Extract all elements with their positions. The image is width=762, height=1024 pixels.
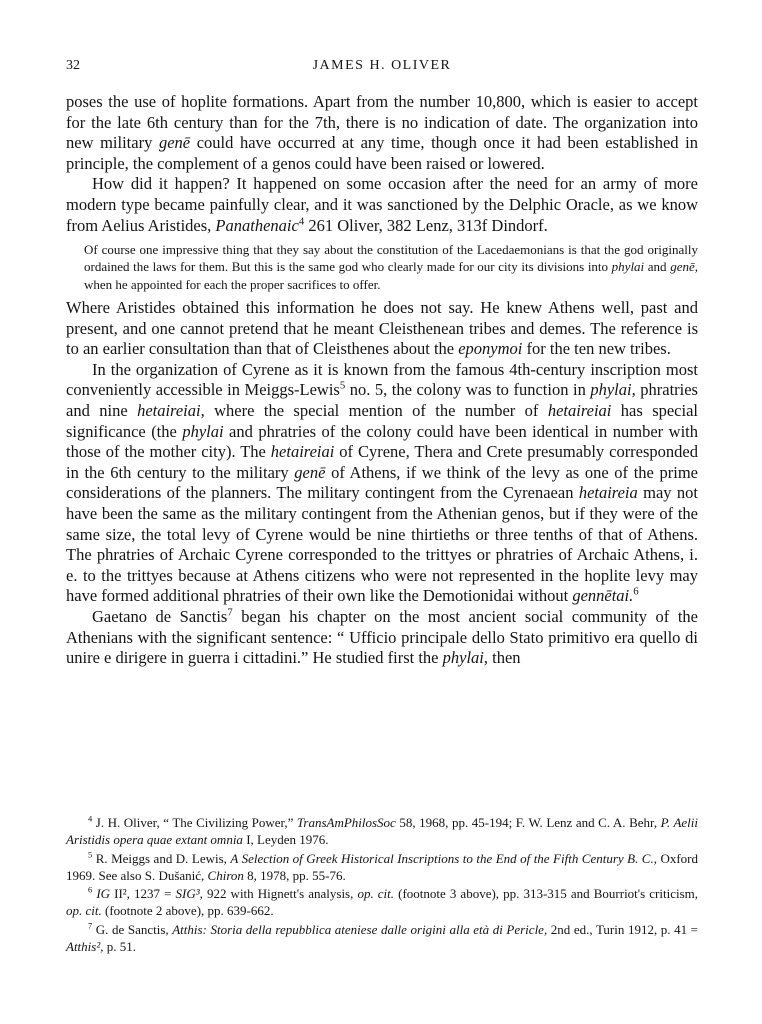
main-text [66,92,698,669]
footnote-ref-7: 7 [227,606,233,619]
footnotes [66,814,698,956]
running-header [66,58,698,80]
footnote-ref-6: 6 [633,585,639,598]
footnote-5: $^5$ R. Meiggs and D. Lewis, A Selection of Greek Historical Inscriptions to the End of the Fifth Century B. C., Oxford 1969. See also S. Dušanić, Chiron 8, 1978, pp. 55-76. [66,849,698,883]
paragraph-1: poses the use of hoplite formations. Apart from the number 10,800, which is easier to accept for the late 6th century than for the 7th, there is no indication of date. The organization into new military genē could have occurred at any time, though once it had been established in principle, the complement of a genos could have been raised or lowered. [66,92,698,173]
footnote-4: $^4$ J. H. Oliver, “ The Civilizing Power,” TransAmPhilosSoc 58, 1968, pp. 45-194; F. W. Lenz and C. A. Behr, P. Aelii Aristidis opera quae extant omnia I, Leyden 1976. [66,813,698,848]
paragraph-2: How did it happen? It happened on some occasion after the need for an army of more modern type became painfully clear, and it was sanctioned by the Delphic Oracle, as we know from Aelius Aristides, Panathenaic$^4$ 261 Oliver, 382 Lenz, 313f Dindorf. [66,174,698,235]
paragraph-5: Gaetano de Sanctis$^7$ began his chapter on the most ancient social community of the Athenians with the significant sentence: “ Ufficio principale dello Stato primitivo era quello di unire e dirigere in guerra i cittadini.” He studied first the phylai, then [66,606,698,668]
footnote-ref-5: 5 [339,379,346,392]
footnote-7: $^7$ G. de Sanctis, Atthis: Storia della repubblica ateniese dalle origini alla età di Pericle, 2nd ed., Turin 1912, p. 41 = Atthis², p. 51. [66,920,698,955]
footnote-ref-4: 4 [298,215,305,228]
paragraph-3: Where Aristides obtained this information he does not say. He knew Athens well, past and present, and one cannot pretend that he meant Cleisthenean tribes and demes. The reference is to an earlier consultation than that of Cleisthenes about the eponymoi for the ten new tribes. [66,298,698,359]
running-title: JAMES H. OLIVER [312,58,452,73]
block-quote: Of course one impressive thing that they say about the constitution of the Lacedaemonians is that the god originally ordained the laws for them. But this is the same god who clearly made for our city its divisions into phylai and genē, when he appointed for each the proper sacrifices to offer. [84,242,698,292]
paragraph-4: In the organization of Cyrene as it is known from the famous 4th-century inscription most conveniently accessible in Meiggs-Lewis$^5$ no. 5, the colony was to function in phylai, phratries and nine hetaireiai, where the special mention of the number of hetaireiai has special significance (the phylai and phratries of the colony could have been identical in number with those of the mother city). The hetaireiai of Cyrene, Thera and Crete presumably corresponded in the 6th century to the military genē of Athens, if we think of the levy as one of the prime considerations of the planners. The military contingent from the Cyrenaean hetaireia may not have been the same as the military contingent from the Athenian genos, but if they were of the same size, the total levy of Cyrene would be nine thirtieths or three tenths of that of Athens. The phratries of Archaic Cyrene corresponded to the trittyes or phratries of Archaic Athens, i. e. to the trittyes because at Athens citizens who were not represented in the hoplite levy may have formed additional phratries of their own like the Demotionidai without gennētai.$^6$ [66,359,698,606]
page-number: 32 [66,58,80,73]
footnote-6: $^6$ IG II², 1237 = SIG³, 922 with Hignett's analysis, op. cit. (footnote 3 above), pp. 313-315 and Bourriot's criticism, op. cit. (footnote 2 above), pp. 639-662. [66,884,699,919]
